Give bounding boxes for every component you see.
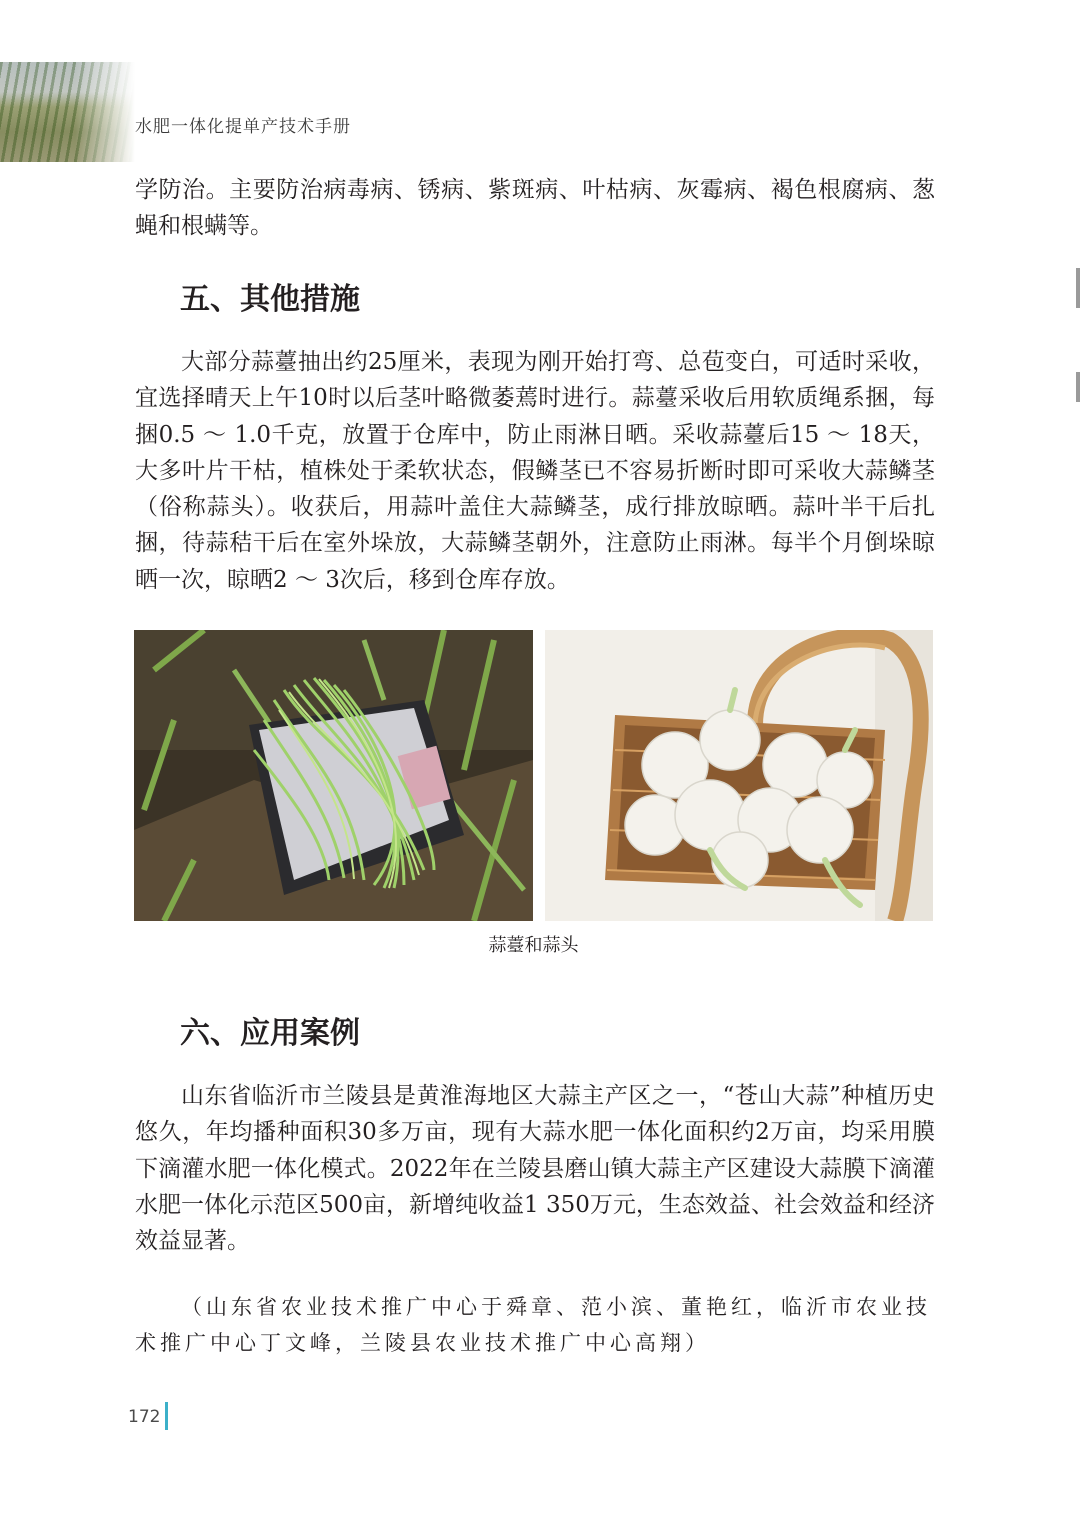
figure-caption: 蒜薹和蒜头: [488, 935, 579, 956]
page-number: 172: [128, 1407, 161, 1427]
author-attribution: （山东省农业技术推广中心于舜章、范小滨、董艳红，临沂市农业技术推广中心丁文峰，兰陵县农业技术推广中心高翔）: [135, 1295, 931, 1355]
header-field-photo: [0, 62, 135, 162]
intro-paragraph-tail: 学防治。主要防治病毒病、锈病、紫斑病、叶枯病、灰霉病、褐色根腐病、葱蝇和根螨等。: [135, 177, 935, 240]
page-edge-mark: [1076, 372, 1080, 402]
page-number-accent-bar: [165, 1402, 168, 1430]
section-heading-application-case: 六、应用案例: [180, 1016, 360, 1051]
photo-garlic-scapes: [134, 630, 533, 921]
section5-paragraph: 大部分蒜薹抽出约25厘米，表现为刚开始打弯、总苞变白，可适时采收，宜选择晴天上午10时以后茎叶略微萎蔫时进行。蒜薹采收后用软质绳系捆，每捆0.5 ～ 1.0千克，放置于仓库中，防止雨淋日晒。采收蒜薹后15 ～ 18天，大多叶片干枯，植株处于柔软状态，假鳞茎已不容易折断时即可采收大蒜鳞茎（俗称蒜头）。收获后，用蒜叶盖住大蒜鳞茎，成行排放晾晒。蒜叶半干后扎捆，待蒜秸干后在室外垛放，大蒜鳞茎朝外，注意防止雨淋。每半个月倒垛晾晒一次，晾晒2 ～ 3次后，移到仓库存放。: [135, 349, 935, 593]
section-heading-other-measures: 五、其他措施: [180, 282, 360, 317]
running-header-title: 水肥一体化提单产技术手册: [135, 117, 351, 137]
section6-paragraph: 山东省临沂市兰陵县是黄淮海地区大蒜主产区之一，“苍山大蒜”种植历史悠久，年均播种面积30多万亩，现有大蒜水肥一体化面积约2万亩，均采用膜下滴灌水肥一体化模式。2022年在兰陵县磨山镇大蒜主产区建设大蒜膜下滴灌水肥一体化示范区500亩，新增纯收益1 350万元，生态效益、社会效益和经济效益显著。: [135, 1083, 935, 1255]
page-edge-mark: [1076, 268, 1080, 308]
photo-garlic-bulbs-basket: [545, 630, 933, 921]
